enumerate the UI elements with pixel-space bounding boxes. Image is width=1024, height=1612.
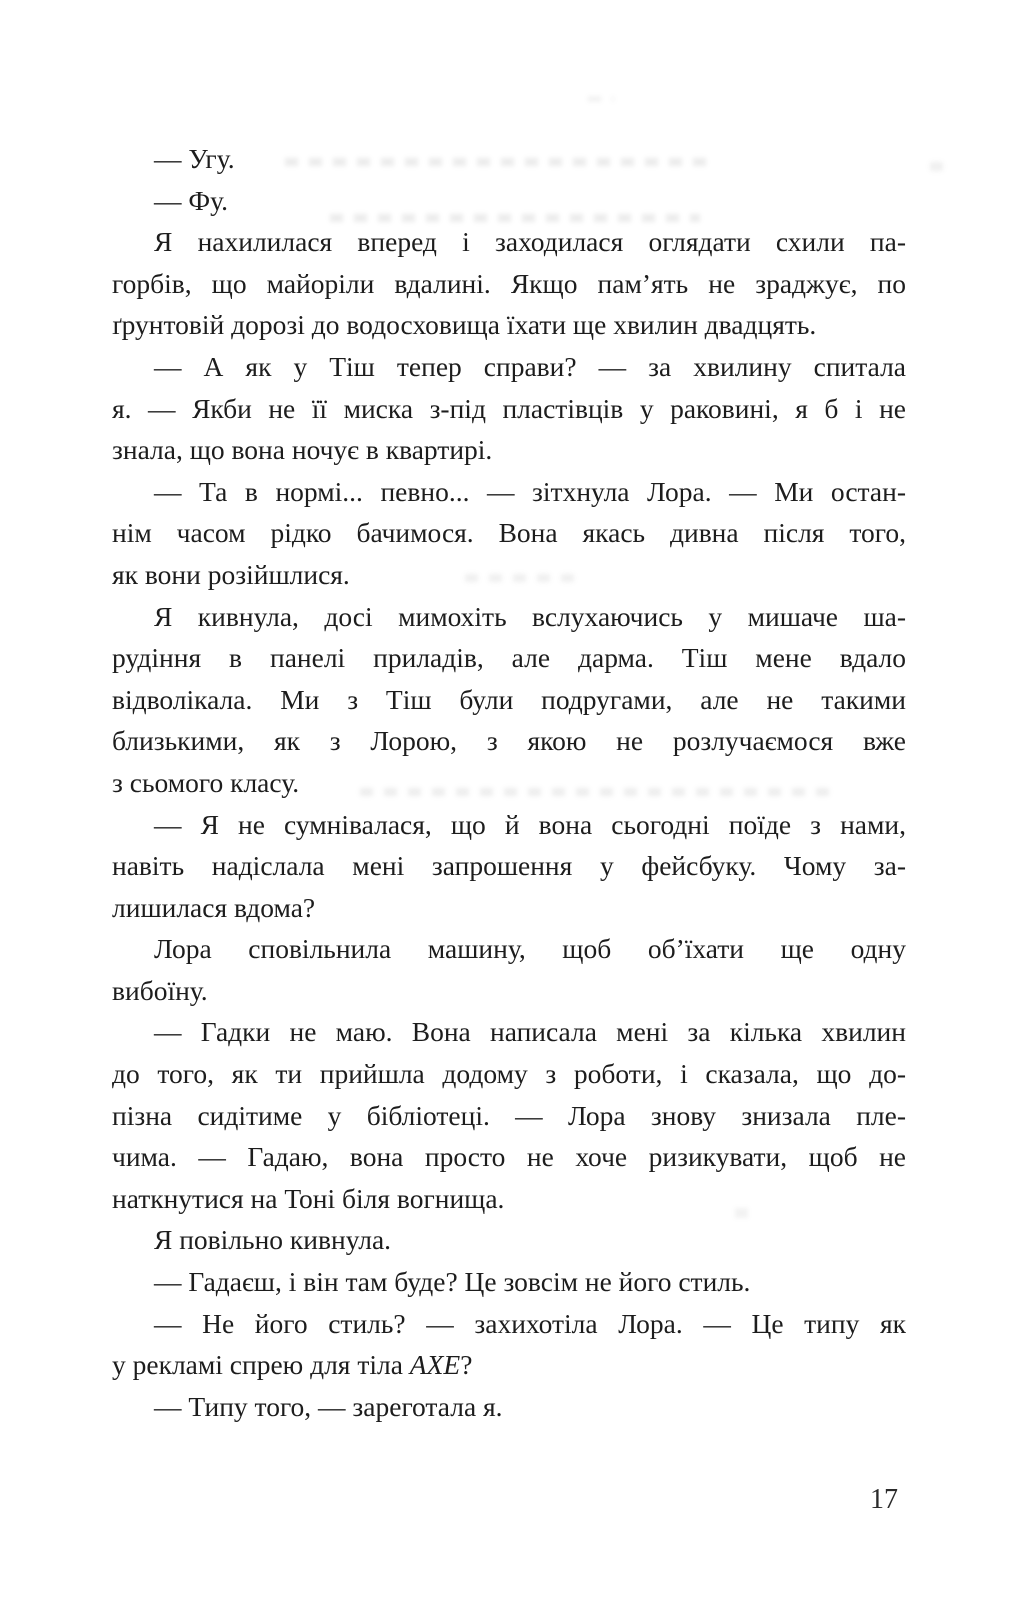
paragraph [112, 1303, 906, 1386]
text-line: — Гадаєш, і він там буде? Це зовсім не його стиль. [154, 1266, 751, 1298]
text-line: — А як у Тіш тепер справи? — за хвилину спитала [154, 350, 906, 382]
text-line: — Та в нормі... певно... — зітхнула Лора. — Ми остан- [154, 475, 906, 507]
text-line: — Фу. [154, 184, 228, 216]
text-line: Я нахилилася вперед і заходилася оглядати схили па- [154, 226, 906, 258]
text-line: Я повільно кивнула. [154, 1224, 392, 1256]
bleedthrough-artifact [930, 162, 952, 171]
text-line: знала, що вона ночує в квартирі. [112, 434, 493, 466]
text-line: рудіння в панелі приладів, але дарма. Тіш мене вдало [112, 642, 906, 674]
text-line: вибоїну. [112, 974, 208, 1006]
text-line: до того, як ти прийшла додому з роботи, і сказала, що до- [112, 1058, 906, 1090]
text-line: — Типу того, — зареготала я. [154, 1390, 503, 1422]
text-line: нім часом рідко бачимося. Вона якась дивна після того, [112, 517, 906, 549]
text-line: з сьомого класу. [112, 766, 300, 798]
text-line: навіть надіслала мені запрошення у фейсбуку. Чому за- [112, 850, 906, 882]
paragraph [112, 180, 906, 222]
text-line: — Угу. [154, 143, 235, 174]
text-line: — Гадки не маю. Вона написала мені за кілька хвилин [154, 1016, 906, 1048]
text-line [112, 1344, 906, 1386]
text-line: ґрунтовій дорозі до водосховища їхати ще хвилин двадцять. [112, 309, 817, 341]
paragraph [112, 1386, 906, 1428]
text-segment: у рекламі спрею для тіла [112, 1349, 410, 1381]
text-line: як вони розійшлися. [112, 558, 350, 590]
text-segment: ? [460, 1349, 473, 1381]
italic-text: AXE [409, 1349, 461, 1381]
bleedthrough-artifact [588, 96, 614, 102]
paragraph [112, 596, 906, 804]
text-line: близькими, як з Лорою, з якою не розлучаємося вже [112, 725, 906, 757]
paragraph [112, 1261, 906, 1303]
paragraph [112, 928, 906, 1011]
paragraph [112, 1011, 906, 1219]
text-line: відволікала. Ми з Тіш були подругами, але не такими [112, 683, 906, 715]
text-line: — Я не сумнівалася, що й вона сьогодні поїде з нами, [154, 808, 906, 840]
page-number: 17 [870, 1484, 898, 1515]
text-line: пізна сидітиме у бібліотеці. — Лора знову знизала пле- [112, 1099, 906, 1131]
paragraph [112, 804, 906, 929]
paragraph [112, 346, 906, 471]
paragraph [112, 221, 906, 346]
text-line: Я кивнула, досі мимохіть вслухаючись у мишаче ша- [154, 600, 906, 632]
text-line: — Не його стиль? — захихотіла Лора. — Це типу як [154, 1307, 906, 1339]
text-line: горбів, що майоріли вдалині. Якщо пам’ять не зраджує, по [112, 267, 906, 299]
text-line: Лора сповільнила машину, щоб об’їхати ще одну [154, 933, 906, 965]
paragraph [112, 471, 906, 596]
text-line: чима. — Гадаю, вона просто не хоче ризикувати, щоб не [112, 1141, 906, 1173]
text-line: лишилася вдома? [112, 891, 316, 923]
text-line: наткнутися на Тоні біля вогнища. [112, 1182, 505, 1214]
text-line: я. — Якби не її миска з-під пластівців у раковині, я б і не [112, 392, 906, 424]
text-block [112, 138, 906, 1427]
paragraph [112, 1219, 906, 1261]
paragraph [112, 138, 906, 180]
